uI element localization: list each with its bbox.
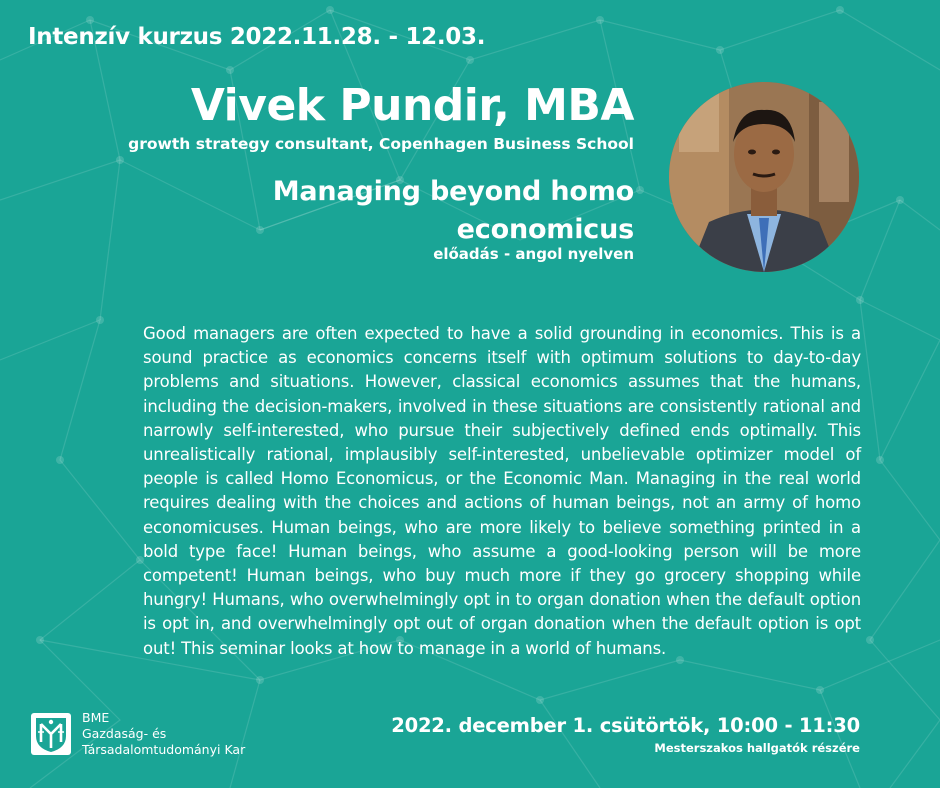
bme-gtk-logo	[30, 712, 72, 756]
talk-abstract: Good managers are often expected to have a solid grounding in economics. This is a sound practice as economics concerns itself with optimum solutions to day-to-day problems and situations. However, classical economics assumes that the humans, including the decision-makers, involved in these situations are consistently rational and narrowly self-interested, who pursue their subjectively defined ends optimally. This unrealistically rational, implausibly self-interested, unbelievable optimizer model of people is called Homo Economicus, or the Economic Man. Managing in the real world requires dealing with the choices and actions of human beings, not an army of homo economicuses. Human beings, who are more likely to believe something printed in a bold type face! Human beings, who assume a good-looking person will be more competent! Human beings, who buy much more if they go grocery shopping while hungry! Humans, who overwhelmingly opt in to organ donation when the default option is opt in, and overwhelmingly opt out of organ donation when the default option is opt out! This seminar looks at how to manage in a world of humans.	[143, 324, 861, 658]
speaker-name: Vivek Pundir, MBA	[190, 80, 634, 131]
event-date-time: 2022. december 1. csütörtök, 10:00 - 11:30	[391, 714, 860, 737]
talk-title-line2: economicus	[456, 214, 634, 245]
speaker-block	[74, 82, 634, 262]
speaker-portrait	[669, 82, 859, 272]
course-dates: Intenzív kurzus 2022.11.28. - 12.03.	[28, 24, 486, 50]
org-line3: Társadalomtudományi Kar	[82, 742, 246, 757]
talk-type: előadás - angol nyelven	[433, 245, 634, 263]
talk-title-line1: Managing beyond homo	[272, 176, 634, 207]
org-line1: BME	[82, 710, 110, 725]
target-audience: Mesterszakos hallgatók részére	[654, 741, 860, 755]
talk-title	[74, 173, 634, 249]
speaker-role: growth strategy consultant, Copenhagen Business School	[128, 135, 634, 153]
organization-name	[82, 710, 245, 758]
org-line2: Gazdaság- és	[82, 726, 167, 741]
